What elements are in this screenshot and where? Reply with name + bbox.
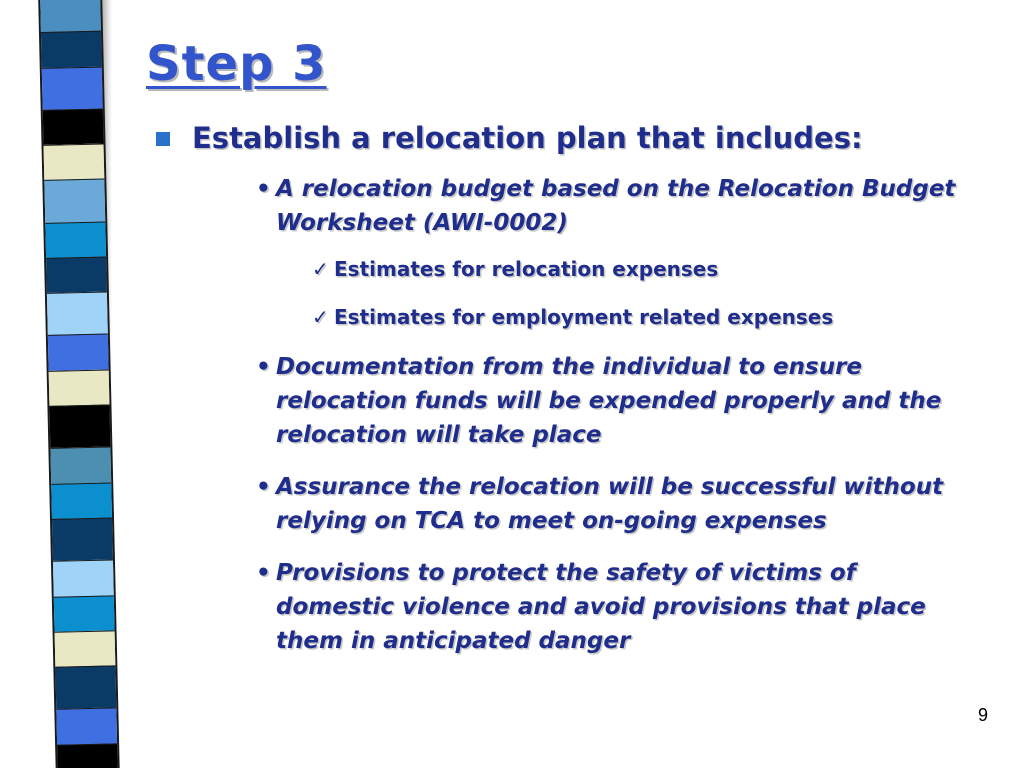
stripe-block: [49, 369, 110, 406]
bullet-dot-icon: •: [256, 474, 271, 500]
check-item-text: Estimates for employment related expenses: [334, 305, 834, 329]
bullet-dot-icon: •: [256, 176, 271, 202]
main-bullet: [156, 118, 976, 158]
stripe-block: [55, 666, 116, 710]
stripe-block: [54, 595, 115, 632]
stripe-block: [45, 221, 106, 258]
stripe-block: [55, 630, 116, 667]
stripe-block: [43, 108, 104, 145]
bullet-item: [256, 470, 956, 538]
checkmark-icon: ✓: [312, 305, 329, 329]
stripe-block: [40, 0, 101, 32]
stripe-block: [46, 256, 107, 293]
stripe-block: [47, 292, 108, 336]
stripe-block: [57, 743, 118, 768]
bullet-dot-icon: •: [256, 354, 271, 380]
stripe-block: [52, 517, 113, 561]
stripe-block: [44, 144, 105, 181]
bullet-item: [256, 556, 956, 658]
bullet-item-text: Provisions to protect the safety of victims of domestic violence and avoid provisions that place them in anticipated danger: [276, 560, 926, 654]
stripe-block: [41, 31, 102, 68]
bullet-item-text: A relocation budget based on the Relocation Budget Worksheet (AWI-0002): [276, 176, 956, 236]
slide-title: Step 3: [146, 36, 327, 92]
square-bullet-icon: [156, 132, 170, 146]
stripe-block: [53, 560, 114, 597]
stripe-block: [50, 447, 111, 484]
bullet-item-text: Assurance the relocation will be successful without relying on TCA to meet on-going expenses: [276, 474, 944, 534]
stripe-block: [56, 708, 117, 745]
stripe-block: [51, 482, 112, 519]
check-item: [312, 254, 976, 284]
bullet-dot-icon: •: [256, 560, 271, 586]
check-item-text: Estimates for relocation expenses: [334, 257, 719, 281]
bullet-item-text: Documentation from the individual to ensure relocation funds will be expended properly and the relocation will take place: [276, 354, 942, 448]
checkmark-icon: ✓: [312, 257, 329, 281]
page-number: 9: [977, 705, 988, 725]
bullet-item: [256, 350, 956, 452]
stripe-block: [49, 405, 110, 449]
decorative-stripe: [0, 0, 120, 768]
stripe-block: [42, 66, 103, 110]
stripe-block: [48, 334, 109, 371]
stripe-block: [44, 179, 105, 223]
slide-content: [156, 118, 976, 658]
bullet-item: [256, 172, 956, 240]
check-item: [312, 302, 976, 332]
main-bullet-text: Establish a relocation plan that includes:: [192, 121, 863, 155]
